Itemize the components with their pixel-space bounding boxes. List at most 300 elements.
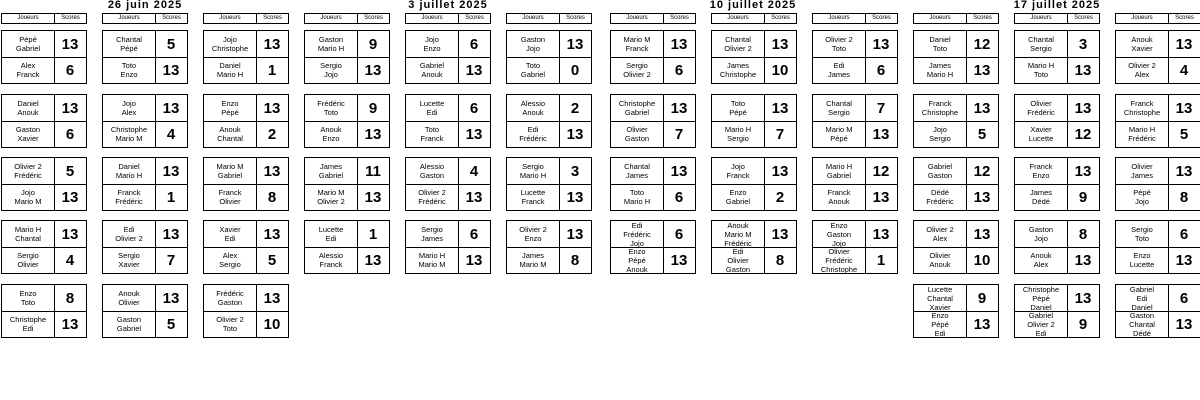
player-name: Mario H <box>115 171 143 180</box>
player-name: Gabriel <box>624 108 650 117</box>
team-players <box>406 35 458 53</box>
match-card <box>405 30 491 84</box>
team-players <box>914 188 966 206</box>
team-players <box>2 99 54 117</box>
team-players <box>914 162 966 180</box>
team-score: 13 <box>61 315 79 333</box>
player-name: Sergio <box>320 61 342 70</box>
player-name: Mario H <box>216 70 244 79</box>
player-name: Pépé <box>628 255 646 265</box>
team-row <box>1015 221 1099 247</box>
team-score: 6 <box>1179 225 1189 243</box>
player-name: Xavier <box>1131 44 1153 53</box>
match-card <box>1 220 87 274</box>
team-score: 13 <box>973 99 991 117</box>
player-name: Chantal <box>927 293 953 303</box>
player-name: Olivier <box>118 298 140 307</box>
team-score: 13 <box>872 125 890 143</box>
player-name: Lucette <box>927 284 953 294</box>
team-players <box>1116 311 1168 338</box>
team-score: 13 <box>1175 35 1193 53</box>
column-header <box>913 13 999 24</box>
team-row <box>2 311 86 337</box>
player-name: Christophe <box>618 99 656 108</box>
team-score: 13 <box>1175 162 1193 180</box>
team-score: 6 <box>469 99 479 117</box>
player-name: Jojo <box>324 70 338 79</box>
scores-header: Scores <box>1074 15 1093 21</box>
players-header: Joueurs <box>1015 14 1068 23</box>
match-column <box>203 0 289 400</box>
scores-header: Scores <box>973 15 992 21</box>
player-name: Olivier <box>219 197 241 206</box>
team-score: 13 <box>61 225 79 243</box>
team-players <box>1015 125 1067 143</box>
team-row <box>1116 285 1200 311</box>
player-name: Olivier 2 <box>418 188 446 197</box>
team-score: 5 <box>65 162 75 180</box>
match-column <box>913 0 999 400</box>
player-name: Anouk <box>1131 35 1153 44</box>
column-header <box>1115 13 1200 24</box>
team-row <box>1116 158 1200 184</box>
team-players <box>103 61 155 79</box>
team-score: 2 <box>570 99 580 117</box>
team-row <box>406 31 490 57</box>
match-card <box>1 94 87 148</box>
player-name: Toto <box>222 324 238 333</box>
player-name: Pépé <box>1032 293 1050 303</box>
player-name: Franck <box>218 188 242 197</box>
player-name: Franck <box>1029 162 1053 171</box>
team-score: 6 <box>674 61 684 79</box>
player-name: Olivier <box>1030 99 1052 108</box>
player-name: Gabriel <box>725 197 751 206</box>
match-column <box>1014 0 1100 400</box>
team-row <box>712 247 796 273</box>
player-name: Anouk <box>828 197 850 206</box>
players-header: Joueurs <box>204 14 257 23</box>
player-name: Mario M <box>519 260 547 269</box>
team-players <box>1116 285 1168 312</box>
player-name: Mario M <box>825 125 853 134</box>
team-score: 2 <box>267 125 277 143</box>
player-name: Mario M <box>317 188 345 197</box>
match-card <box>102 30 188 84</box>
team-row <box>1015 57 1099 83</box>
player-name: Daniel <box>17 99 39 108</box>
match-card <box>711 94 797 148</box>
player-name: Daniel <box>219 61 241 70</box>
team-players <box>914 125 966 143</box>
team-score: 13 <box>61 99 79 117</box>
team-players <box>406 162 458 180</box>
match-card <box>1115 30 1200 84</box>
player-name: Mario M <box>115 134 143 143</box>
match-card <box>1 284 87 338</box>
player-name: Olivier <box>828 246 850 256</box>
player-name: Dédé <box>931 188 949 197</box>
match-card <box>203 284 289 338</box>
player-name: Enzo <box>830 220 848 230</box>
team-players <box>712 61 764 79</box>
team-players <box>507 61 559 79</box>
team-row <box>2 184 86 210</box>
player-name: Xavier <box>219 225 241 234</box>
player-name: Edi <box>527 125 539 134</box>
team-players <box>712 35 764 53</box>
player-name: Jojo <box>933 125 947 134</box>
team-score: 13 <box>263 225 281 243</box>
player-name: Alessio <box>419 162 445 171</box>
team-players <box>1015 35 1067 53</box>
team-row <box>813 121 897 147</box>
player-name: Frédéric <box>317 99 345 108</box>
team-players <box>507 125 559 143</box>
match-card <box>711 30 797 84</box>
team-score: 13 <box>670 162 688 180</box>
column-header <box>506 13 592 24</box>
team-row <box>1015 247 1099 273</box>
match-card <box>405 94 491 148</box>
player-name: Enzo <box>423 44 441 53</box>
team-score: 13 <box>1175 315 1193 333</box>
player-name: James <box>726 61 750 70</box>
player-name: Sergio <box>727 134 749 143</box>
team-row <box>406 121 490 147</box>
player-name: James <box>521 251 545 260</box>
team-players <box>204 125 256 143</box>
column-header <box>610 13 696 24</box>
player-name: Chantal <box>826 99 852 108</box>
team-row <box>1116 311 1200 337</box>
players-header: Joueurs <box>611 14 664 23</box>
team-score: 10 <box>771 61 789 79</box>
match-card <box>812 30 898 84</box>
team-players <box>1116 225 1168 243</box>
player-name: Gabriel <box>520 70 546 79</box>
player-name: Mario H <box>623 197 651 206</box>
team-players <box>103 251 155 269</box>
players-header: Joueurs <box>914 14 967 23</box>
team-row <box>103 121 187 147</box>
team-players <box>1015 225 1067 243</box>
player-name: Pépé <box>221 108 239 117</box>
team-score: 8 <box>1179 188 1189 206</box>
team-players <box>507 35 559 53</box>
team-score: 5 <box>267 251 277 269</box>
team-players <box>305 61 357 79</box>
player-name: Jojo <box>21 188 35 197</box>
team-score: 13 <box>364 188 382 206</box>
player-name: Frédéric <box>1128 134 1156 143</box>
player-name: Edi <box>631 220 643 230</box>
team-score: 13 <box>162 99 180 117</box>
match-card <box>102 157 188 211</box>
team-row <box>406 95 490 121</box>
player-name: Olivier <box>1131 162 1153 171</box>
player-name: Sergio <box>1131 225 1153 234</box>
match-card <box>203 220 289 274</box>
team-score: 13 <box>872 225 890 243</box>
player-name: Edi <box>833 61 845 70</box>
team-players <box>406 99 458 117</box>
player-name: James <box>1029 188 1053 197</box>
player-name: Anouk <box>17 108 39 117</box>
team-players <box>2 125 54 143</box>
player-name: Gabriel <box>1028 310 1054 320</box>
player-name: Toto <box>525 61 541 70</box>
player-name: Frédéric <box>115 197 143 206</box>
player-name: Sergio <box>421 225 443 234</box>
team-players <box>204 289 256 307</box>
team-players <box>305 162 357 180</box>
team-score: 0 <box>570 61 580 79</box>
team-row <box>204 158 288 184</box>
team-players <box>204 35 256 53</box>
team-row <box>305 184 389 210</box>
match-card <box>405 220 491 274</box>
player-name: Enzo <box>524 234 542 243</box>
player-name: Mario M <box>418 260 446 269</box>
team-row <box>914 285 998 311</box>
team-row <box>611 184 695 210</box>
team-players <box>611 247 663 274</box>
player-name: Jojo <box>223 35 237 44</box>
team-row <box>305 57 389 83</box>
team-row <box>2 31 86 57</box>
player-name: Jojo <box>1034 234 1048 243</box>
player-name: Enzo <box>1133 251 1151 260</box>
team-players <box>1015 99 1067 117</box>
team-row <box>2 95 86 121</box>
team-players <box>1015 188 1067 206</box>
players-header: Joueurs <box>305 14 358 23</box>
player-name: Frédéric <box>1027 108 1055 117</box>
team-score: 13 <box>465 125 483 143</box>
player-name: Edi <box>22 324 34 333</box>
team-score: 13 <box>872 188 890 206</box>
player-name: Edi <box>123 225 135 234</box>
player-name: Enzo <box>19 289 37 298</box>
player-name: Daniel <box>929 35 951 44</box>
team-score: 13 <box>566 188 584 206</box>
team-score: 5 <box>1179 125 1189 143</box>
player-name: Chantal <box>15 234 41 243</box>
player-name: Mario M <box>216 162 244 171</box>
player-name: Sergio <box>1030 44 1052 53</box>
player-name: Gabriel <box>116 324 142 333</box>
team-players <box>914 99 966 117</box>
player-name: Enzo <box>729 188 747 197</box>
player-name: Dédé <box>1133 328 1151 338</box>
player-name: Enzo <box>931 310 949 320</box>
player-name: Christophe <box>719 70 757 79</box>
match-card <box>102 284 188 338</box>
player-name: Toto <box>121 61 137 70</box>
team-players <box>305 251 357 269</box>
team-players <box>204 61 256 79</box>
team-score: 13 <box>1074 61 1092 79</box>
date-heading: 17 juillet 2025 <box>1013 0 1101 11</box>
team-row <box>712 221 796 247</box>
team-players <box>305 99 357 117</box>
team-row <box>712 184 796 210</box>
scores-header: Scores <box>670 15 689 21</box>
team-row <box>914 311 998 337</box>
player-name: Toto <box>323 108 339 117</box>
team-row <box>2 285 86 311</box>
match-card <box>1014 94 1100 148</box>
team-row <box>2 221 86 247</box>
player-name: Alessio <box>520 99 546 108</box>
team-score: 3 <box>570 162 580 180</box>
team-players <box>1116 61 1168 79</box>
team-players <box>813 61 865 79</box>
team-row <box>611 57 695 83</box>
team-score: 13 <box>364 125 382 143</box>
team-score: 4 <box>166 125 176 143</box>
team-row <box>2 158 86 184</box>
player-name: Frédéric <box>623 229 651 239</box>
match-card <box>405 157 491 211</box>
team-score: 1 <box>267 61 277 79</box>
player-name: Chantal <box>1028 35 1054 44</box>
team-players <box>914 285 966 312</box>
match-card <box>610 30 696 84</box>
team-players <box>2 315 54 333</box>
player-name: Pépé <box>729 108 747 117</box>
scores-header: Scores <box>566 15 585 21</box>
team-row <box>813 221 897 247</box>
player-name: Olivier 2 <box>216 315 244 324</box>
team-score: 13 <box>973 225 991 243</box>
team-players <box>103 225 155 243</box>
team-row <box>204 31 288 57</box>
match-card <box>812 220 898 274</box>
team-score: 13 <box>465 188 483 206</box>
player-name: Mario H <box>825 162 853 171</box>
match-column <box>711 0 797 400</box>
team-score: 8 <box>267 188 277 206</box>
column-header <box>1 13 87 24</box>
team-players <box>103 125 155 143</box>
match-card <box>506 220 592 274</box>
match-card <box>203 30 289 84</box>
team-row <box>204 184 288 210</box>
team-row <box>406 247 490 273</box>
team-players <box>813 247 865 274</box>
team-score: 13 <box>566 35 584 53</box>
match-card <box>812 94 898 148</box>
team-players <box>611 125 663 143</box>
team-score: 13 <box>1175 99 1193 117</box>
player-name: Lucette <box>318 225 344 234</box>
scores-header: Scores <box>771 15 790 21</box>
player-name: Jojo <box>731 162 745 171</box>
team-row <box>406 184 490 210</box>
team-score: 13 <box>465 251 483 269</box>
team-row <box>914 57 998 83</box>
team-score: 13 <box>61 188 79 206</box>
team-row <box>305 221 389 247</box>
team-players <box>2 162 54 180</box>
player-name: Olivier 2 <box>926 225 954 234</box>
team-row <box>1116 247 1200 273</box>
date-heading: 3 juillet 2025 <box>408 0 488 11</box>
column-header <box>405 13 491 24</box>
team-players <box>507 251 559 269</box>
team-row <box>103 57 187 83</box>
player-name: James <box>1130 171 1154 180</box>
player-name: Gabriel <box>826 171 852 180</box>
player-name: Mario H <box>1027 61 1055 70</box>
player-name: Sergio <box>118 251 140 260</box>
player-name: Pépé <box>1133 188 1151 197</box>
date-heading: 10 juillet 2025 <box>709 0 797 11</box>
team-row <box>1015 95 1099 121</box>
team-row <box>611 247 695 273</box>
player-name: Franck <box>420 134 444 143</box>
team-row <box>813 158 897 184</box>
match-card <box>1014 284 1100 338</box>
match-card <box>506 94 592 148</box>
team-players <box>507 162 559 180</box>
column-header <box>812 13 898 24</box>
player-name: Olivier 2 <box>825 35 853 44</box>
team-players <box>1015 285 1067 312</box>
team-score: 11 <box>365 162 381 180</box>
player-name: Sergio <box>219 260 241 269</box>
team-score: 13 <box>771 162 789 180</box>
player-name: Chantal <box>116 35 142 44</box>
team-players <box>204 225 256 243</box>
team-players <box>406 61 458 79</box>
player-name: Frédéric <box>724 238 752 248</box>
match-card <box>812 157 898 211</box>
team-score: 13 <box>771 99 789 117</box>
player-name: Edi <box>732 246 744 256</box>
team-score: 4 <box>1179 61 1189 79</box>
player-name: Olivier 2 <box>14 162 42 171</box>
player-name: James <box>420 234 444 243</box>
team-row <box>712 158 796 184</box>
team-score: 13 <box>61 35 79 53</box>
player-name: Gaston <box>927 171 953 180</box>
team-score: 13 <box>162 162 180 180</box>
team-row <box>611 158 695 184</box>
team-score: 10 <box>973 251 991 269</box>
player-name: Enzo <box>221 99 239 108</box>
team-row <box>507 31 591 57</box>
match-card <box>506 157 592 211</box>
match-card <box>304 94 390 148</box>
player-name: Mario H <box>418 251 446 260</box>
team-score: 13 <box>670 35 688 53</box>
player-name: Xavier <box>17 134 39 143</box>
scores-header: Scores <box>364 15 383 21</box>
player-name: Anouk <box>118 289 140 298</box>
team-score: 2 <box>775 188 785 206</box>
team-players <box>1116 35 1168 53</box>
team-score: 5 <box>166 315 176 333</box>
match-card <box>102 94 188 148</box>
team-score: 8 <box>1078 225 1088 243</box>
player-name: Chantal <box>217 134 243 143</box>
player-name: Jojo <box>526 44 540 53</box>
team-score: 12 <box>872 162 890 180</box>
team-score: 13 <box>1074 99 1092 117</box>
